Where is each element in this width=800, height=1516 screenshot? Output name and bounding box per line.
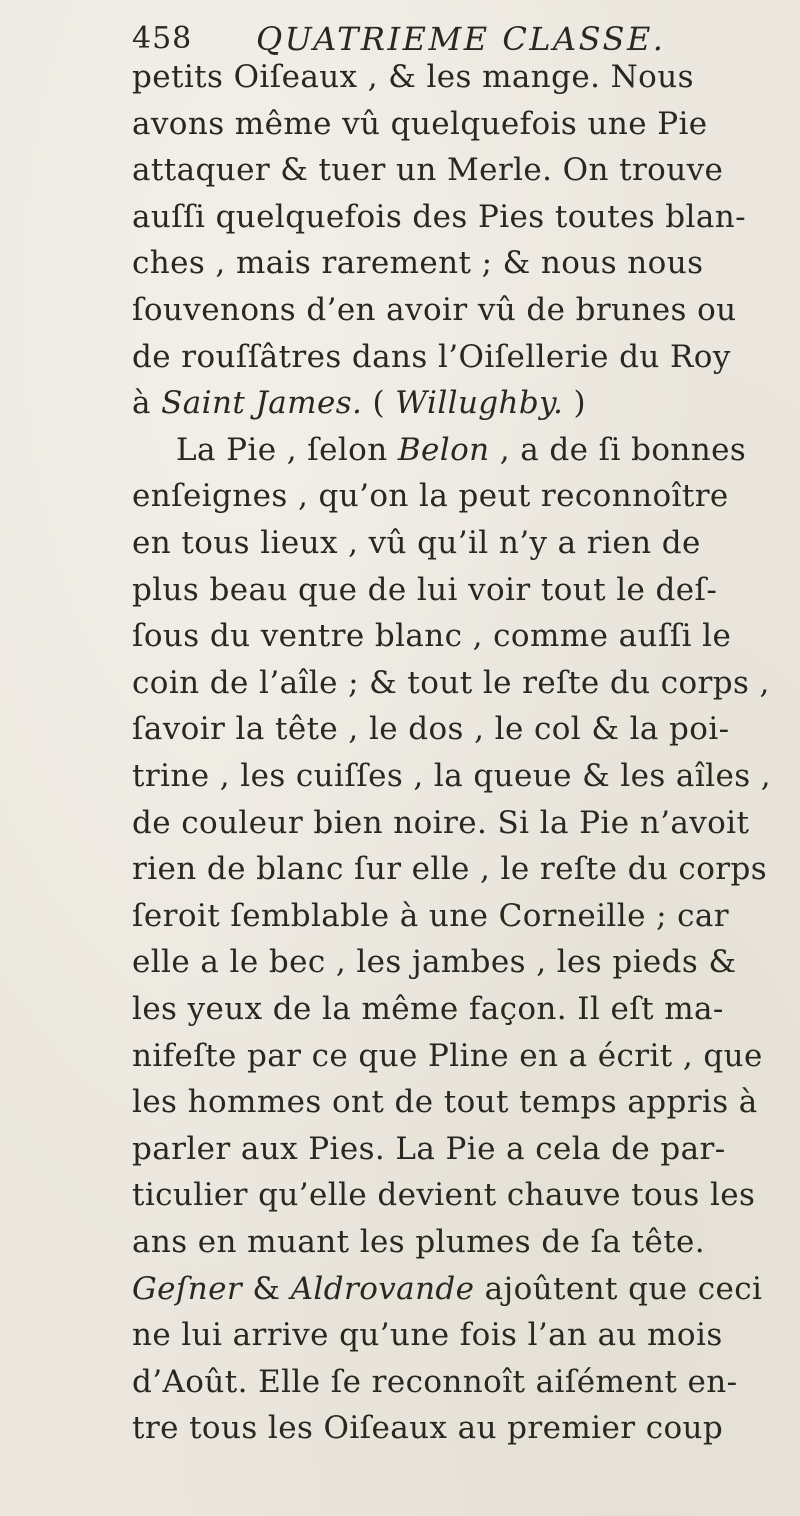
text-segment: La Pie , ſelon	[176, 431, 398, 468]
text-segment: rien de blanc ſur elle , le reſte du corps	[132, 851, 768, 888]
text-line	[132, 54, 694, 100]
text-segment: ſavoir la tête , le dos , le col & la poi-	[132, 711, 730, 748]
text-line	[132, 380, 586, 426]
text-segment: ajoûtent que ceci	[474, 1270, 763, 1307]
text-line	[132, 473, 729, 519]
text-segment: de couleur bien noire. Si la Pie n’avoit	[132, 804, 750, 841]
text-segment: d’Août. Elle ſe reconnoît aiſément en-	[132, 1363, 738, 1400]
text-segment: ſouvenons d’en avoir vû de brunes ou	[132, 292, 737, 328]
italic-text-segment: Belon	[397, 431, 490, 468]
text-line	[132, 1033, 763, 1079]
text-segment: plus beau que de lui voir tout le deſ-	[132, 571, 718, 608]
text-segment: elle a le bec , les jambes , les pieds &	[132, 944, 737, 981]
text-segment: ches , mais rarement ; & nous nous	[132, 245, 704, 282]
text-segment: attaquer & tuer un Merle. On trouve	[132, 152, 724, 189]
text-segment: de rouſſâtres dans l’Oiſellerie du Roy	[132, 338, 731, 375]
text-line	[132, 893, 729, 939]
text-line	[132, 986, 724, 1032]
text-line	[132, 567, 717, 613]
text-line	[176, 427, 746, 473]
text-segment: avons même vû quelquefois une Pie	[132, 105, 708, 142]
text-line	[132, 334, 731, 380]
running-head: QUATRIEME CLASSE.	[256, 20, 666, 58]
text-line	[132, 1126, 726, 1172]
text-segment: (	[362, 385, 396, 422]
text-line	[132, 1312, 723, 1358]
text-segment: à	[132, 385, 162, 422]
italic-text-segment: Willughby.	[395, 385, 564, 422]
text-segment: les yeux de la même façon. Il eſt ma-	[132, 991, 724, 1027]
text-segment: les hommes ont de tout temps appris à	[132, 1084, 758, 1121]
text-segment: )	[563, 385, 586, 422]
text-line	[132, 1219, 705, 1265]
text-line	[132, 1172, 755, 1218]
text-segment: , a de ſi bonnes	[489, 431, 747, 468]
text-segment: ticulier qu’elle devient chauve tous les	[132, 1177, 756, 1214]
text-line	[132, 287, 737, 333]
text-segment: auſſi quelquefois des Pies toutes blan-	[132, 198, 746, 235]
text-segment: tre tous les Oiſeaux au premier coup	[132, 1410, 724, 1447]
text-line	[132, 613, 731, 659]
text-segment: enſeignes , qu’on la peut reconnoître	[132, 478, 729, 515]
text-segment: ſeroit ſemblable à une Corneille ; car	[132, 897, 730, 934]
text-segment: trine , les cuiſſes , la queue & les aîles ,	[132, 758, 772, 794]
text-segment: ans en muant les plumes de ſa tête.	[132, 1224, 706, 1260]
italic-text-segment: Geſner	[132, 1270, 243, 1307]
text-line	[132, 194, 746, 240]
text-line	[132, 939, 736, 985]
text-line	[132, 846, 767, 892]
text-line	[132, 1405, 723, 1451]
text-line	[132, 800, 749, 846]
italic-text-segment: Aldrovande	[290, 1270, 475, 1307]
text-line	[132, 753, 771, 799]
text-segment: ſous du ventre blanc , comme auſſi le	[132, 618, 732, 655]
text-segment: coin de l’aîle ; & tout le reſte du corps ,	[132, 664, 770, 701]
text-line	[132, 147, 723, 193]
text-line	[132, 520, 701, 566]
text-line	[132, 706, 730, 752]
text-line	[132, 101, 708, 147]
text-line	[132, 660, 770, 706]
text-segment: &	[242, 1270, 291, 1307]
text-line	[132, 1359, 737, 1405]
text-line	[132, 240, 703, 286]
text-line	[132, 1079, 758, 1125]
page-number: 458	[132, 21, 193, 56]
text-segment: petits Oiſeaux , & les mange. Nous	[132, 59, 694, 95]
text-line	[132, 1266, 762, 1312]
text-segment: nifeſte par ce que Pline en a écrit , que	[132, 1037, 763, 1074]
text-segment: ne lui arrive qu’une fois l’an au mois	[132, 1317, 723, 1354]
text-segment: parler aux Pies. La Pie a cela de par-	[132, 1130, 726, 1167]
italic-text-segment: Saint James.	[161, 385, 363, 422]
text-segment: en tous lieux , vû qu’il n’y a rien de	[132, 525, 701, 561]
